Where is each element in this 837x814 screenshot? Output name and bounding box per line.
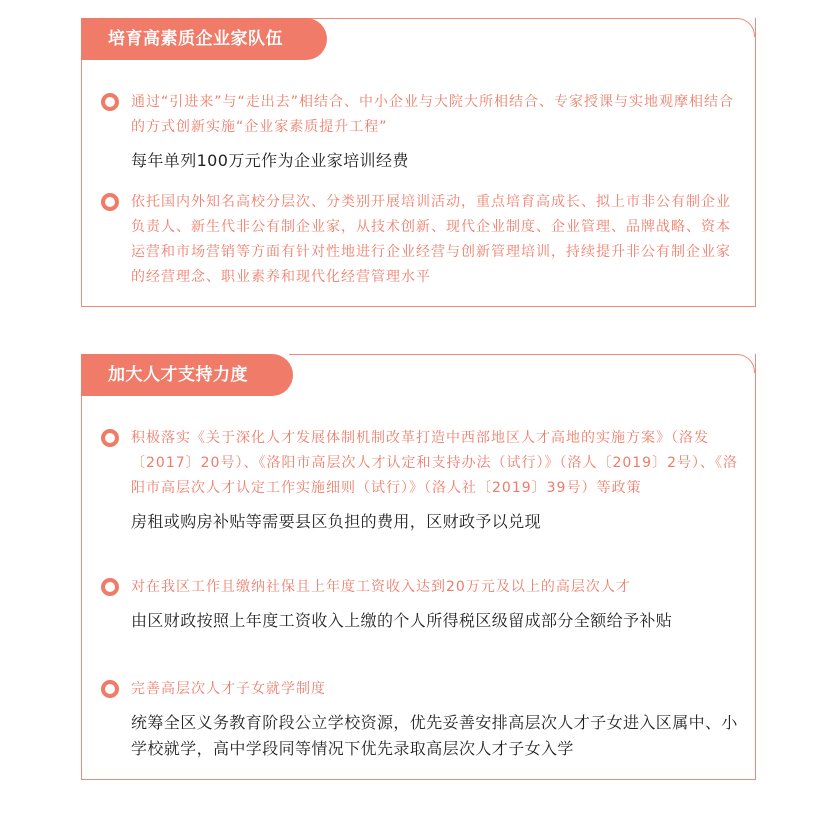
ring-bullet-icon — [101, 578, 119, 596]
item-highlight: 完善高层次人才子女就学制度 — [131, 681, 326, 697]
item-highlight: 通过“引进来”与“走出去”相结合、中小企业与大院大所相结合、专家授课与实地观摩相结合的方式创新实施“企业家素质提升工程” — [131, 94, 735, 135]
item-description: 房租或购房补贴等需要县区负担的费用，区财政予以兑现 — [131, 512, 542, 531]
list-item — [101, 426, 741, 535]
list-item — [101, 677, 741, 762]
item-highlight: 对在我区工作且缴纳社保且上年度工资收入达到20万元及以上的高层次人才 — [131, 579, 631, 595]
item-description: 每年单列100万元作为企业家培训经费 — [131, 151, 409, 170]
item-description: 由区财政按照上年度工资收入上缴的个人所得税区级留成部分全额给予补贴 — [131, 611, 673, 630]
section-title-tab: 培育高素质企业家队伍 — [81, 18, 327, 60]
list-item — [101, 190, 741, 290]
item-description: 统筹全区义务教育阶段公立学校资源，优先妥善安排高层次人才子女进入区属中、小学校就学，高中学段同等情况下优先录取高层次人才子女入学 — [131, 713, 738, 758]
ring-bullet-icon — [101, 93, 119, 111]
ring-bullet-icon — [101, 193, 119, 211]
ring-bullet-icon — [101, 680, 119, 698]
list-item — [101, 90, 741, 174]
section-card-entrepreneurs — [81, 18, 756, 307]
section-card-talent — [81, 354, 756, 780]
list-item — [101, 575, 741, 634]
item-highlight: 积极落实《关于深化人才发展体制机制改革打造中西部地区人才高地的实施方案》（洛发〔2017〕20号）、《洛阳市高层次人才认定和支持办法（试行）》（洛人〔2019〕2号）、《洛阳市高层次人才认定工作实施细则（试行）》（洛人社〔2019〕39号）等政策 — [131, 430, 738, 496]
section-title-tab: 加大人才支持力度 — [81, 354, 293, 396]
item-highlight: 依托国内外知名高校分层次、分类别开展培训活动，重点培育高成长、拟上市非公有制企业负责人、新生代非公有制企业家，从技术创新、现代企业制度、企业管理、品牌战略、资本运营和市场营销等方面有针对性地进行企业经营与创新管理培训，持续提升非公有制企业家的经营理念、职业素养和现代化经营管理水平 — [131, 194, 731, 285]
ring-bullet-icon — [101, 429, 119, 447]
